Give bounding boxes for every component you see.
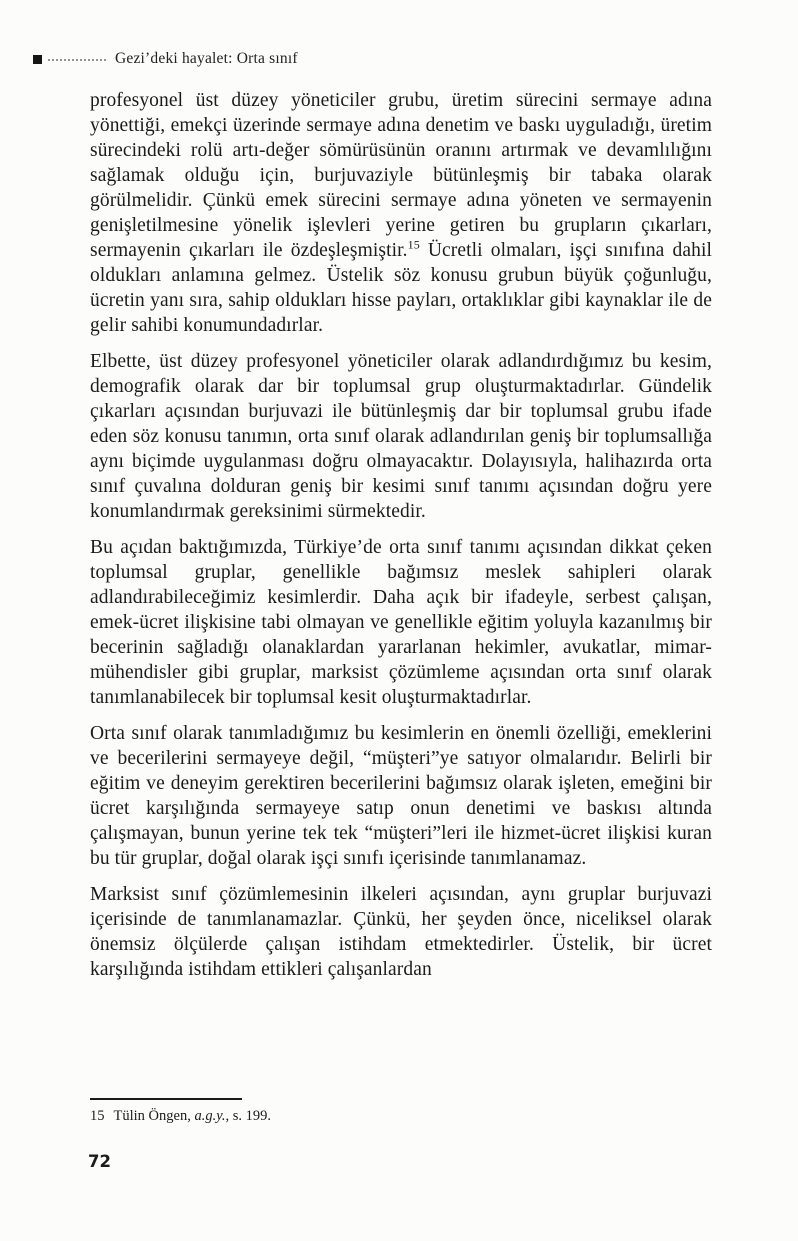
running-header — [33, 50, 298, 68]
page-body — [90, 88, 712, 993]
footnote — [90, 1107, 712, 1126]
footnote-number: 15 — [90, 1108, 105, 1124]
page-number: 72 — [88, 1152, 111, 1171]
footnote-text-post: , s. 199. — [225, 1108, 271, 1124]
running-header-title: Gezi’deki hayalet: Orta sınıf — [115, 50, 298, 67]
footnote-reference: 15 — [407, 237, 420, 252]
footnote-area — [90, 1098, 712, 1126]
paragraph-text: profesyonel üst düzey yöneticiler grubu, üretim sürecini sermaye adına yönettiği, emekçi üzerinde sermaye adına denetim ve baskı uyguladığı, üretim sürecindeki rolü artı-değer sömürüsünün oranını artırmak ve devamlılığını sağlamak olduğu için, burjuvaziyle bütünleşmiş bir tabaka olarak görülmelidir. Çünkü emek sürecini sermaye adına yöneten ve sermayenin genişletilmesine yönelik işlevleri yerine getiren bu grupların çıkarları, sermayenin çıkarları ile özdeşleşmiştir. — [90, 90, 712, 261]
header-square-icon — [33, 55, 42, 64]
footnote-text-pre: Tülin Öngen, — [113, 1108, 195, 1124]
paragraph: Elbette, üst düzey profesyonel yöneticiler olarak adlandırdığımız bu kesim, demografik olarak dar bir toplumsal grup oluşturmaktadırlar. Gündelik çıkarları açısından burjuvazi ile bütünleşmiş dar bir toplumsal grubu ifade eden söz konusu tanımın, orta sınıf olarak adlandırılan geniş bir toplumsallığa aynı biçimde uygulanması doğru olmayacaktır. Dolayısıyla, halihazırda orta sınıf çuvalına dolduran geniş bir kesimi sınıf tanımı açısından doğru yere konumlandırmak gereksinimi sürmektedir. — [90, 351, 712, 522]
paragraph: Marksist sınıf çözümlemesinin ilkeleri açısından, aynı gruplar burjuvazi içerisinde de tanımlanamazlar. Çünkü, her şeyden önce, niceliksel olarak önemsiz ölçülerde çalışan istihdam etmektedirler. Üstelik, bir ücret karşılığında istihdam ettikleri çalışanlardan — [90, 884, 712, 980]
paragraph-text: Ücretli olmaları, işçi sınıfına dahil oldukları anlamına gelmez. Üstelik söz konusu grubun büyük çoğunluğu, ücretin yanı sıra, sahip oldukları hisse payları, ortaklıklar gibi kaynaklar ile de gelir sahibi konumundadırlar. — [90, 240, 712, 336]
footnote-text-italic: a.g.y. — [194, 1108, 226, 1124]
paragraph: Bu açıdan baktığımızda, Türkiye’de orta sınıf tanımı açısından dikkat çeken toplumsal gruplar, genellikle bağımsız meslek sahipleri olarak adlandırabileceğimiz kesimlerdir. Daha açık bir ifadeyle, serbest çalışan, emek-ücret ilişkisine tabi olmayan ve genellikle eğitim yoluyla kazanılmış bir becerinin sağladığı olanaklardan yararlanan hekimler, avukatlar, mimar-mühendisler gibi gruplar, marksist çözümleme açısından orta sınıf olarak tanımlanabilecek bir toplumsal kesit oluşturmaktadırlar. — [90, 537, 712, 708]
paragraph — [90, 88, 712, 338]
footnote-rule — [90, 1098, 242, 1100]
header-dotted-divider — [48, 59, 106, 61]
paragraph: Orta sınıf olarak tanımladığımız bu kesimlerin en önemli özelliği, emeklerini ve becerilerini sermayeye değil, “müşteri”ye satıyor olmalarıdır. Belirli bir eğitim ve deneyim gerektiren becerilerini bağımsız olarak işleten, emeğini bir ücret karşılığında sermayeye satıp onun denetimi ve baskısı altında çalışmayan, bunun yerine tek tek “müşteri”leri ile hizmet-ücret ilişkisi kuran bu tür gruplar, doğal olarak işçi sınıfı içerisinde tanımlanamaz. — [90, 723, 712, 869]
